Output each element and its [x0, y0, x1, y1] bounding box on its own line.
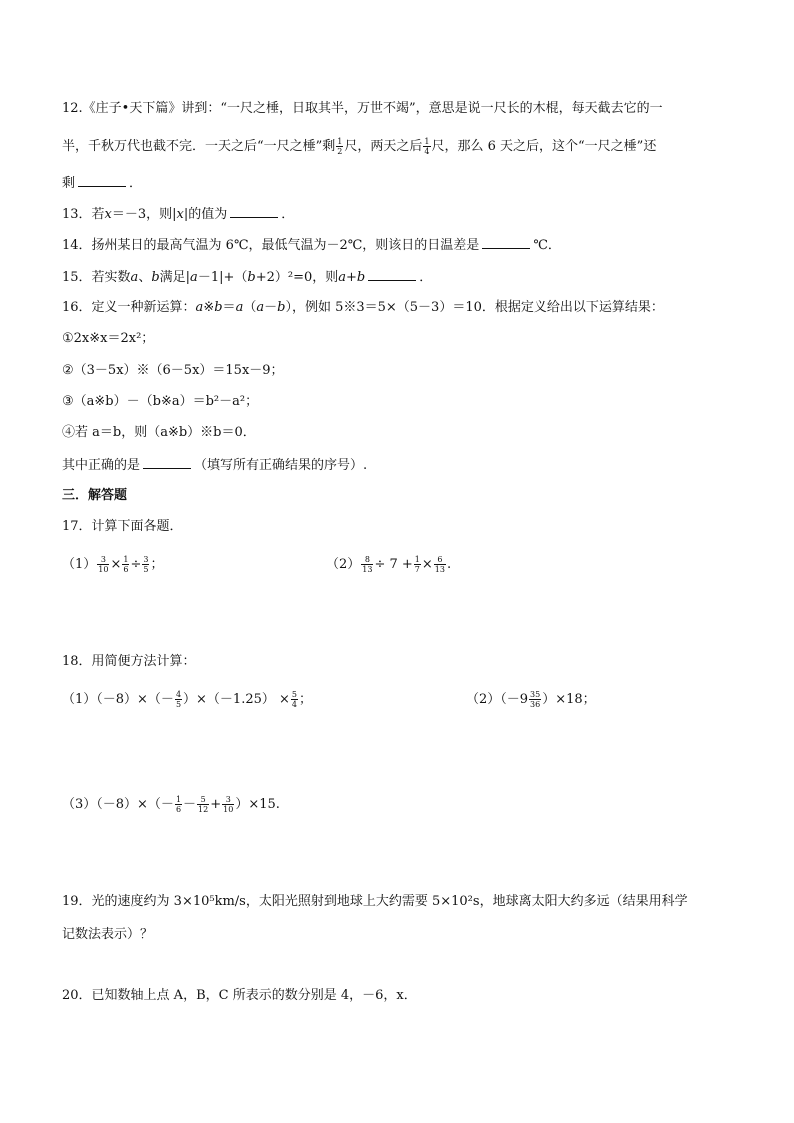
- q12-text-c: 尺，那么 6 天之后，这个“一尺之棰”还: [431, 139, 657, 154]
- q12-line2: [62, 137, 748, 156]
- q16-statement-2: ②（3－5x）※（6－5x）＝15x－9；: [62, 363, 284, 378]
- q13-line: 13．若x＝－3，则|x|的值为 ．: [62, 207, 295, 222]
- q18-part2: （2）（－9 $\frac{35}{36}$ ）×18；: [466, 690, 596, 709]
- q19-line2: 记数法表示）？: [62, 927, 154, 942]
- q12-fraction-quarter: $\frac{1}{4}$: [424, 137, 430, 156]
- q16-answer-line: 其中正确的是 （填写所有正确结果的序号）.: [62, 458, 368, 473]
- q12-fraction-half: $\frac{1}{2}$: [337, 137, 343, 156]
- q12-text-b: 尺，两天之后: [344, 139, 423, 154]
- q14-answer-blank[interactable]: [482, 236, 530, 249]
- q19-line1: 19．光的速度约为 3×10⁵km/s，太阳光照射到地球上大约需要 5×10²s，地球离太阳大约多远（结果用科学: [62, 894, 688, 909]
- q18-title: 18．用简便方法计算：: [62, 654, 196, 669]
- q20-line: 20．已知数轴上点 A，B，C 所表示的数分别是 4，－6，x．: [62, 988, 417, 1003]
- q16-statement-3: ③（a※b）－（b※a）＝b²－a²；: [62, 394, 259, 409]
- q15-line: 15．若实数a、b满足|a－1|+（b+2）²=0，则a+b ．: [62, 270, 433, 285]
- q16-line: 16．定义一种新运算：a※b＝a（a－b），例如 5※3＝5×（5－3）＝10．根据定义给出以下运算结果：: [62, 300, 664, 315]
- q18-part3: （3）（－8）×（－ $\frac{1}{6}$ － $\frac{5}{12}$ + $\frac{3}{10}$ ）×15.: [62, 795, 280, 814]
- q12-text-d: 剩: [62, 176, 76, 191]
- q12-line3: [62, 174, 748, 193]
- q17-title: 17．计算下面各题．: [62, 519, 183, 534]
- q12-text-a: 半，千秋万代也截不完．一天之后“一尺之棰”剩: [62, 139, 336, 154]
- q14-line: 14．扬州某日的最高气温为 6℃，最低气温为－2℃，则该日的日温差是 ℃．: [62, 238, 561, 253]
- q12-line1: 12.《庄子•天下篇》讲到：“一尺之棰，日取其半，万世不竭”，意思是说一尺长的木棍，每天截去它的一: [62, 101, 663, 116]
- q15-answer-blank[interactable]: [368, 268, 416, 281]
- q16-statement-4: ④若 a＝b，则（a※b）※b＝0．: [62, 425, 256, 440]
- q13-answer-blank[interactable]: [230, 205, 278, 218]
- q12-answer-blank[interactable]: [78, 174, 126, 187]
- q17-part1: （1） $\frac{3}{10}$ × $\frac{1}{6}$ ÷ $\frac{3}{5}$ ；: [62, 555, 164, 574]
- section-heading: 三．解答题: [62, 488, 128, 503]
- q16-answer-blank[interactable]: [143, 456, 191, 469]
- q12-text-e: ．: [129, 176, 143, 191]
- q18-part1: （1）（－8）×（－ $\frac{4}{5}$ ）×（－1.25） × $\frac{5}{4}$ ；: [62, 690, 313, 709]
- q16-statement-1: ①2x※x＝2x²；: [62, 331, 155, 346]
- q17-part2: （2） $\frac{8}{13}$ ÷ 7 + $\frac{1}{7}$ × $\frac{6}{13}$ .: [326, 555, 452, 574]
